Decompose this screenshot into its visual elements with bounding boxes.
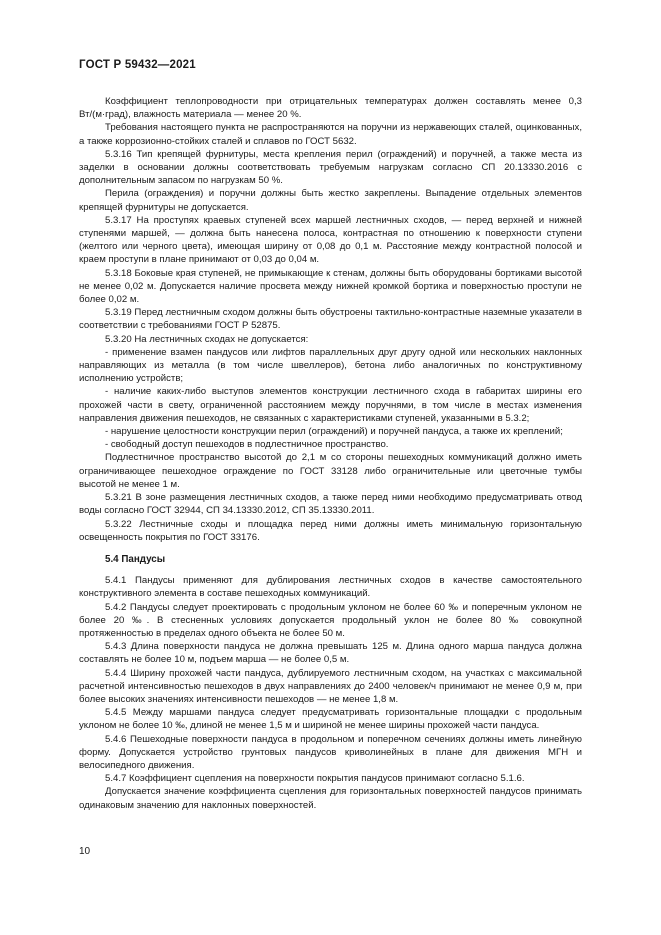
paragraph: 5.3.22 Лестничные сходы и площадка перед ними должны иметь минимальную горизонтальную освещенность покрытия по ГОСТ 33176. [79, 518, 582, 543]
list-item: - нарушение целостности конструкции перил (ограждений) и поручней пандуса, а также их креплений; [105, 426, 563, 438]
paragraph: Подлестничное пространство высотой до 2,1 м со стороны пешеходных коммуникаций должно иметь ограничивающее пешеходное ограждение по ГОСТ 33128 либо ограничительные или цветочные тумбы высотой не менее 1 м. [79, 452, 582, 490]
list-item: - применение взамен пандусов или лифтов параллельных друг другу одной или нескольких наклонных направляющих из металла (в том числе швеллеров), бетона либо аналогичных по конструктивному исполнению устройств; [79, 346, 582, 385]
list-item: - наличие каких-либо выступов элементов конструкции лестничного схода в габаритах ширины его прохожей части в свету, ограниченной расстоянием между поручнями, в том числе в местах изменения направления движения пешеходов, не связанных с характеристиками ступеней, указанными в 5.3.2; [79, 386, 582, 424]
paragraph: 5.3.18 Боковые края ступеней, не примыкающие к стенам, должны быть оборудованы бортиками высотой не менее 0,02 м. Допускается наличие просвета между нижней кромкой бортика и поверхностью проступи не более 0,02 м. [79, 267, 582, 306]
paragraph: 5.4.4 Ширину прохожей части пандуса, дублируемого лестничным сходом, на участках с максимальной расчетной интенсивностью пешеходов в двух направлениях до 2400 человек/ч принимают не менее 0,9 м, при более высоких значениях интенсивности пешеходов — не менее 1,8 м. [79, 667, 582, 705]
page-number: 10 [79, 846, 91, 857]
section-heading: 5.4 Пандусы [105, 553, 166, 565]
paragraph: Требования настоящего пункта не распространяются на поручни из нержавеющих сталей, оцинкованных, а также коррозионно-стойких сталей и сплавов по ГОСТ 5632. [79, 122, 582, 147]
document-header: ГОСТ Р 59432—2021 [79, 59, 196, 71]
paragraph: 5.4.2 Пандусы следует проектировать с продольным уклоном не более 60 ‰ и поперечным уклоном не более 20 ‰. В стесненных условиях допускается продольный уклон не более 80 ‰ совокупной протяженностью в пределах одного объекта не более 50 м. [79, 601, 582, 639]
paragraph: 5.3.16 Тип крепящей фурнитуры, места крепления перил (ограждений) и поручней, а также места из заделки в основании должны соответствовать требуемым нагрузкам согласно СП 20.13330.2016 с дополнительным запасом по нагрузкам 50 %. [79, 148, 582, 187]
paragraph: 5.3.19 Перед лестничным сходом должны быть обустроены тактильно-контрастные наземные указатели в соответствии с требованиями ГОСТ Р 52875. [79, 307, 582, 332]
document-body [79, 95, 582, 812]
paragraph: 5.4.1 Пандусы применяют для дублирования лестничных сходов в качестве самостоятельного конструктивного элемента в составе пешеходных коммуникаций. [79, 575, 582, 600]
paragraph: 5.4.6 Пешеходные поверхности пандуса в продольном и поперечном сечениях должны иметь линейную форму. Допускается устройство грунтовых пандусов криволинейных в плане для движения МГН и велосипедного движения. [79, 733, 582, 771]
paragraph: 5.4.3 Длина поверхности пандуса не должна превышать 125 м. Длина одного марша пандуса должна составлять не более 10 м, подъем марша — не более 0,5 м. [79, 641, 582, 666]
paragraph: Перила (ограждения) и поручни должны быть жестко закреплены. Выпадение отдельных элементов крепящей фурнитуры не допускается. [79, 188, 582, 213]
paragraph: 5.3.17 На проступях краевых ступеней всех маршей лестничных сходов, — перед верхней и нижней ступенями маршей, — должна быть нанесена полоса, контрастная по отношению к поверхности ступени (желтого или черного цвета), имеющая ширину от 0,08 до 0,1 м. Расстояние между контрастной полосой и краем проступи в плане принимают от 0,03 до 0,04 м. [79, 214, 582, 266]
paragraph: 5.4.5 Между маршами пандуса следует предусматривать горизонтальные площадки с продольным уклоном не более 10 ‰, длиной не менее 1,5 м и шириной не менее ширины прохожей части пандуса. [79, 707, 582, 732]
paragraph: Коэффициент теплопроводности при отрицательных температурах должен составлять менее 0,3 Вт/(м·град), влажность материала — менее 20 %. [79, 96, 582, 121]
list-item: - свободный доступ пешеходов в подлестничное пространство. [105, 439, 389, 451]
paragraph: 5.4.7 Коэффициент сцепления на поверхности покрытия пандусов принимают согласно 5.1.6. [105, 773, 525, 785]
paragraph: 5.3.20 На лестничных сходах не допускается: [105, 333, 309, 345]
paragraph: Допускается значение коэффициента сцепления для горизонтальных поверхностей пандусов принимать одинаковым значению для наклонных поверхностей. [79, 786, 582, 811]
paragraph: 5.3.21 В зоне размещения лестничных сходов, а также перед ними необходимо предусматривать отвод воды согласно ГОСТ 32944, СП 34.13330.2012, СП 35.13330.2011. [79, 492, 582, 517]
